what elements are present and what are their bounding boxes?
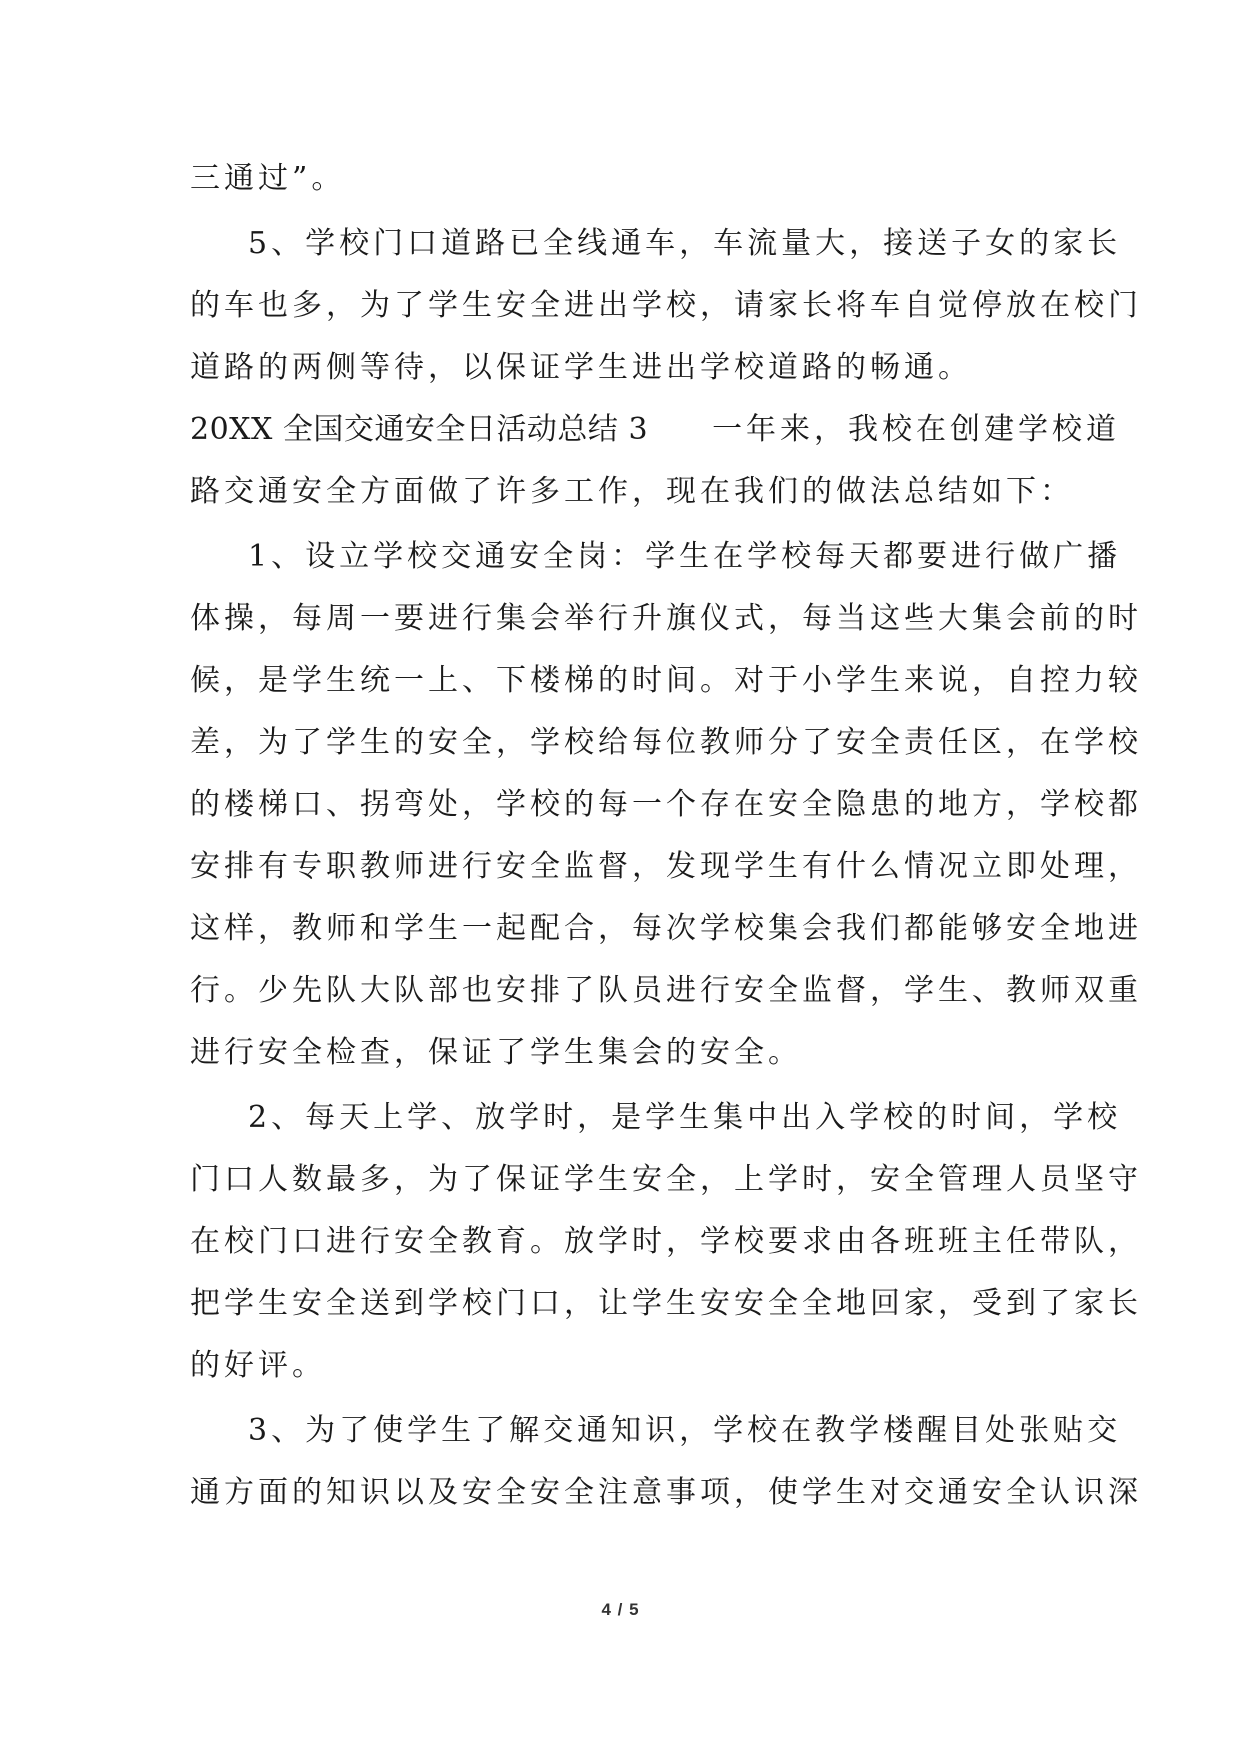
page-number: 4 / 5 <box>601 1600 640 1619</box>
document-body <box>190 148 1142 1524</box>
paragraph-line: 5、学校门口道路已全线通车，车流量大，接送子女的家长 <box>248 226 1122 261</box>
paragraph-line: 道路的两侧等待，以保证学生进出学校道路的畅通。 <box>190 350 972 385</box>
section-heading: 20XX 全国交通安全日活动总结 3 <box>190 412 649 447</box>
paragraph-line: 差，为了学生的安全，学校给每位教师分了安全责任区，在学校 <box>190 725 1142 760</box>
paragraph-line: 的车也多，为了学生安全进出学校，请家长将车自觉停放在校门 <box>190 288 1142 323</box>
paragraph-line: 这样，教师和学生一起配合，每次学校集会我们都能够安全地进 <box>190 911 1142 946</box>
paragraph-line: 2、每天上学、放学时，是学生集中出入学校的时间，学校 <box>248 1100 1122 1135</box>
paragraph-line: 的楼梯口、拐弯处，学校的每一个存在安全隐患的地方，学校都 <box>190 787 1142 822</box>
paragraph-line: 把学生安全送到学校门口，让学生安安全全地回家，受到了家长 <box>190 1286 1142 1321</box>
paragraph-line: 路交通安全方面做了许多工作，现在我们的做法总结如下： <box>190 474 1074 509</box>
paragraph-line: 通方面的知识以及安全安全注意事项，使学生对交通安全认识深 <box>190 1475 1142 1510</box>
paragraph-line: 进行安全检查，保证了学生集会的安全。 <box>190 1035 802 1070</box>
paragraph-line: 1、设立学校交通安全岗：学生在学校每天都要进行做广播 <box>248 539 1122 574</box>
paragraph-line: 门口人数最多，为了保证学生安全，上学时，安全管理人员坚守 <box>190 1162 1142 1197</box>
paragraph-line: 三通过”。 <box>190 161 346 196</box>
paragraph-line: 在校门口进行安全教育。放学时，学校要求由各班班主任带队， <box>190 1224 1142 1259</box>
paragraph-line: 的好评。 <box>190 1348 326 1383</box>
paragraph-line: 3、为了使学生了解交通知识，学校在教学楼醒目处张贴交 <box>248 1413 1122 1448</box>
paragraph-line: 体操，每周一要进行集会举行升旗仪式，每当这些大集会前的时 <box>190 601 1142 636</box>
paragraph-line: 候，是学生统一上、下楼梯的时间。对于小学生来说，自控力较 <box>190 663 1142 698</box>
paragraph-line: 行。少先队大队部也安排了队员进行安全监督，学生、教师双重 <box>190 973 1142 1008</box>
section-heading-continuation: 一年来，我校在创建学校道 <box>712 412 1121 447</box>
section-heading-line <box>190 399 1121 461</box>
paragraph-line: 安排有专职教师进行安全监督，发现学生有什么情况立即处理， <box>190 849 1142 884</box>
